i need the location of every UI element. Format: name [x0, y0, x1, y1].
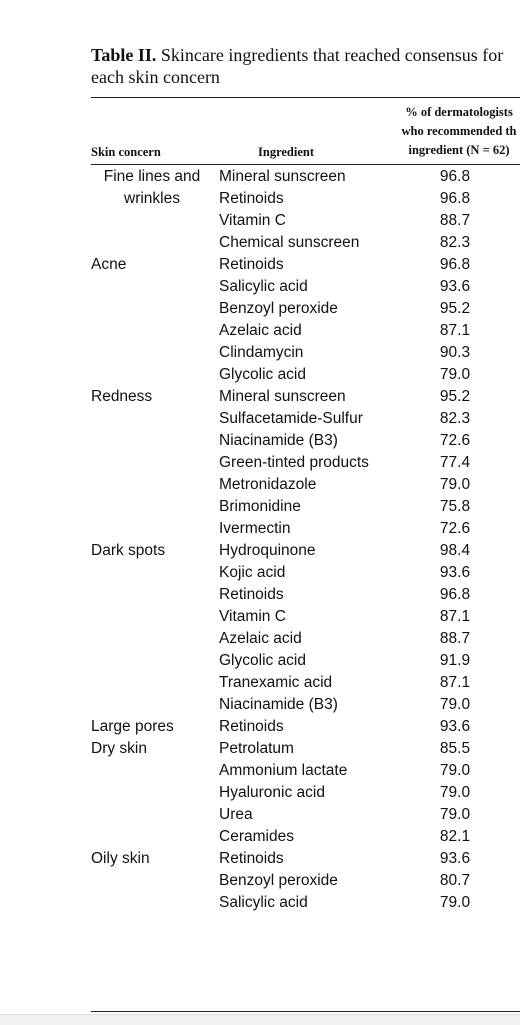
skin-concern-cell: Fine lines and wrinkles	[103, 168, 201, 207]
table-caption-text: Skincare ingredients that reached consensus for each skin concern	[91, 45, 504, 87]
table-row	[0, 408, 520, 430]
ingredient-cell: Azelaic acid	[219, 322, 302, 339]
table-row	[0, 650, 520, 672]
table-row	[0, 716, 520, 738]
ingredient-cell: Kojic acid	[219, 564, 286, 581]
percent-cell: 93.6	[439, 850, 471, 867]
percent-cell: 96.8	[439, 256, 471, 273]
percent-cell: 82.1	[439, 828, 471, 845]
percent-cell: 90.3	[439, 344, 471, 361]
percent-cell: 96.8	[439, 586, 471, 603]
table-row	[0, 298, 520, 320]
table-row	[0, 452, 520, 474]
percent-cell: 77.4	[439, 454, 471, 471]
table-header-rule	[91, 164, 520, 165]
header-ingredient: Ingredient	[258, 145, 315, 159]
table-top-rule	[91, 97, 520, 98]
ingredient-cell: Retinoids	[219, 850, 284, 867]
table-row	[0, 276, 520, 298]
table-row	[0, 386, 520, 408]
table-row	[0, 848, 520, 870]
table-row	[0, 826, 520, 848]
table-row	[0, 254, 520, 276]
percent-cell: 72.6	[439, 432, 471, 449]
ingredient-cell: Metronidazole	[219, 476, 317, 493]
skin-concern-cell: Large pores	[91, 718, 174, 735]
table-bottom-rule	[91, 1011, 520, 1012]
percent-cell: 85.5	[439, 740, 471, 757]
ingredient-cell: Benzoyl peroxide	[219, 872, 338, 889]
percent-cell: 95.2	[439, 300, 471, 317]
table-row	[0, 474, 520, 496]
percent-cell: 79.0	[439, 366, 471, 383]
ingredient-cell: Salicylic acid	[219, 894, 308, 911]
ingredient-cell: Azelaic acid	[219, 630, 302, 647]
table-row	[0, 232, 520, 254]
table-row	[0, 738, 520, 760]
percent-cell: 79.0	[439, 894, 471, 911]
ingredient-cell: Hyaluronic acid	[219, 784, 325, 801]
percent-cell: 82.3	[439, 234, 471, 251]
ingredient-cell: Benzoyl peroxide	[219, 300, 338, 317]
percent-cell: 93.6	[439, 278, 471, 295]
ingredient-cell: Mineral sunscreen	[219, 388, 346, 405]
ingredient-cell: Glycolic acid	[219, 366, 306, 383]
table-row	[0, 760, 520, 782]
percent-cell: 96.8	[439, 190, 471, 207]
ingredient-cell: Retinoids	[219, 256, 284, 273]
ingredient-cell: Chemical sunscreen	[219, 234, 360, 251]
table-row	[0, 320, 520, 342]
table-row	[0, 804, 520, 826]
ingredient-cell: Glycolic acid	[219, 652, 306, 669]
ingredient-cell: Retinoids	[219, 190, 284, 207]
skin-concern-cell: Dry skin	[91, 740, 147, 757]
table-row	[0, 870, 520, 892]
table-row	[0, 364, 520, 386]
table-caption	[91, 44, 511, 88]
table-row	[0, 606, 520, 628]
header-percent-dermatologists	[374, 103, 520, 160]
table-row	[0, 210, 520, 232]
table-row	[0, 694, 520, 716]
percent-cell: 79.0	[439, 806, 471, 823]
ingredient-cell: Urea	[219, 806, 253, 823]
percent-cell: 93.6	[439, 564, 471, 581]
table-row	[0, 540, 520, 562]
ingredient-cell: Ammonium lactate	[219, 762, 348, 779]
percent-cell: 75.8	[439, 498, 471, 515]
table-row	[0, 496, 520, 518]
header-percent-line-1: % of dermatologists	[405, 105, 513, 119]
ingredient-cell: Salicylic acid	[219, 278, 308, 295]
percent-cell: 88.7	[439, 630, 471, 647]
ingredient-cell: Ivermectin	[219, 520, 291, 537]
ingredient-cell: Sulfacetamide-Sulfur	[219, 410, 363, 427]
percent-cell: 79.0	[439, 476, 471, 493]
table-row	[0, 628, 520, 650]
table-row	[0, 188, 520, 210]
table-row	[0, 672, 520, 694]
ingredient-cell: Niacinamide (B3)	[219, 432, 338, 449]
percent-cell: 82.3	[439, 410, 471, 427]
header-percent-line-2: who recommended th	[401, 124, 517, 138]
percent-cell: 98.4	[439, 542, 471, 559]
percent-cell: 87.1	[439, 608, 471, 625]
table-body	[0, 166, 520, 914]
page-bottom-bar	[0, 1014, 520, 1025]
skin-concern-cell: Redness	[91, 388, 153, 405]
ingredient-cell: Hydroquinone	[219, 542, 316, 559]
percent-cell: 80.7	[439, 872, 471, 889]
percent-cell: 93.6	[439, 718, 471, 735]
percent-cell: 91.9	[439, 652, 471, 669]
percent-cell: 96.8	[439, 168, 471, 185]
percent-cell: 87.1	[439, 322, 471, 339]
ingredient-cell: Niacinamide (B3)	[219, 696, 338, 713]
percent-cell: 79.0	[439, 762, 471, 779]
ingredient-cell: Vitamin C	[219, 608, 286, 625]
skin-concern-cell: Dark spots	[91, 542, 166, 559]
percent-cell: 79.0	[439, 784, 471, 801]
table-row	[0, 518, 520, 540]
percent-cell: 87.1	[439, 674, 471, 691]
ingredient-cell: Brimonidine	[219, 498, 301, 515]
percent-cell: 79.0	[439, 696, 471, 713]
ingredient-cell: Ceramides	[219, 828, 294, 845]
ingredient-cell: Vitamin C	[219, 212, 286, 229]
ingredient-cell: Green-tinted products	[219, 454, 369, 471]
header-percent-line-3: ingredient (N = 62)	[408, 143, 510, 157]
percent-cell: 95.2	[439, 388, 471, 405]
skin-concern-cell: Oily skin	[91, 850, 150, 867]
table-row	[0, 782, 520, 804]
ingredient-cell: Retinoids	[219, 718, 284, 735]
percent-cell: 88.7	[439, 212, 471, 229]
table-row	[0, 584, 520, 606]
ingredient-cell: Mineral sunscreen	[219, 168, 346, 185]
ingredient-cell: Retinoids	[219, 586, 284, 603]
ingredient-cell: Tranexamic acid	[219, 674, 333, 691]
table-row	[0, 562, 520, 584]
table-row	[0, 342, 520, 364]
ingredient-cell: Clindamycin	[219, 344, 304, 361]
table-caption-label: Table II.	[91, 45, 157, 65]
table-row	[0, 430, 520, 452]
ingredient-cell: Petrolatum	[219, 740, 294, 757]
header-skin-concern: Skin concern	[91, 145, 161, 159]
percent-cell: 72.6	[439, 520, 471, 537]
skin-concern-cell: Acne	[91, 256, 127, 273]
table-row	[0, 892, 520, 914]
